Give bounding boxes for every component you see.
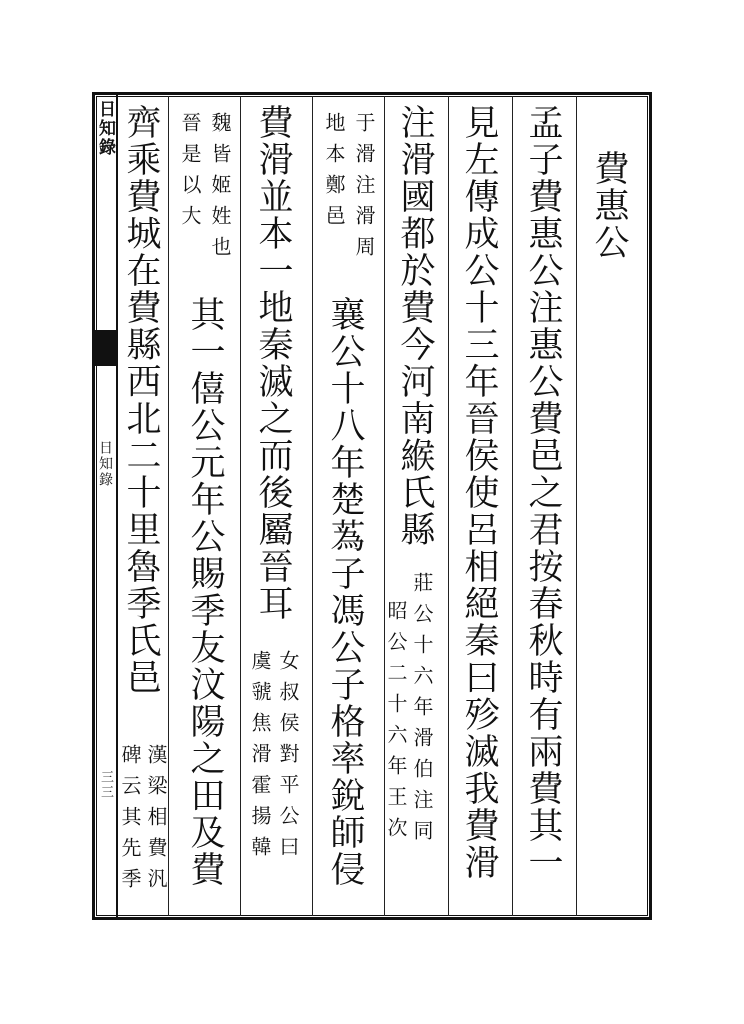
note-left: 晉是以大 <box>178 112 202 236</box>
note-right: 漢梁相費汎 <box>144 744 168 899</box>
entry-title: 費惠公 <box>589 150 629 261</box>
column-divider <box>576 96 577 916</box>
column-divider <box>312 96 313 916</box>
text-column-1 <box>522 104 564 881</box>
main-text: 見左傳成公十三年晉侯使呂相絕秦曰殄滅我費滑 <box>459 104 499 881</box>
margin-book-title: 日知錄 <box>95 100 115 157</box>
margin-page-number: 三三 <box>98 770 113 800</box>
main-text: 襄公十八年楚蒍子馮公子格率銳師侵 <box>325 296 365 888</box>
main-text: 費滑並本一地秦滅之而後屬晉耳 <box>253 104 293 622</box>
note-left: 碑云其先季 <box>118 744 142 899</box>
note-right: 魏皆姬姓也 <box>208 112 232 267</box>
text-column-3-main <box>394 104 436 548</box>
main-text: 齊乘費城在費縣西北二十里魯季氏邑 <box>121 104 161 696</box>
note-right: 于滑注滑周 <box>352 112 376 267</box>
note-left: 虞虢焦滑霍揚韓 <box>248 650 272 867</box>
column-divider <box>448 96 449 916</box>
main-text: 注滑國都於費今河南緱氏縣 <box>395 104 435 548</box>
fish-tail-mark <box>92 330 118 366</box>
text-column-6-main <box>184 296 226 888</box>
column-divider <box>168 96 169 916</box>
main-text: 其一僖公元年公賜季友汶陽之田及費 <box>185 296 225 888</box>
note-right: 莊公十六年滑伯注同 <box>410 572 434 851</box>
text-column-5-main <box>252 104 294 622</box>
column-divider <box>512 96 513 916</box>
note-left: 昭公二十六年王次 <box>384 600 408 848</box>
margin-section-label: 日知錄 <box>97 440 113 488</box>
column-divider <box>240 96 241 916</box>
note-right: 女叔侯對平公曰 <box>276 650 300 867</box>
text-column-7-main <box>120 104 162 696</box>
text-column-2 <box>458 104 500 881</box>
main-text: 孟子費惠公注惠公費邑之君按春秋時有兩費其一 <box>523 104 563 881</box>
text-column-4-main <box>324 296 366 888</box>
note-left: 地本鄭邑 <box>322 112 346 236</box>
